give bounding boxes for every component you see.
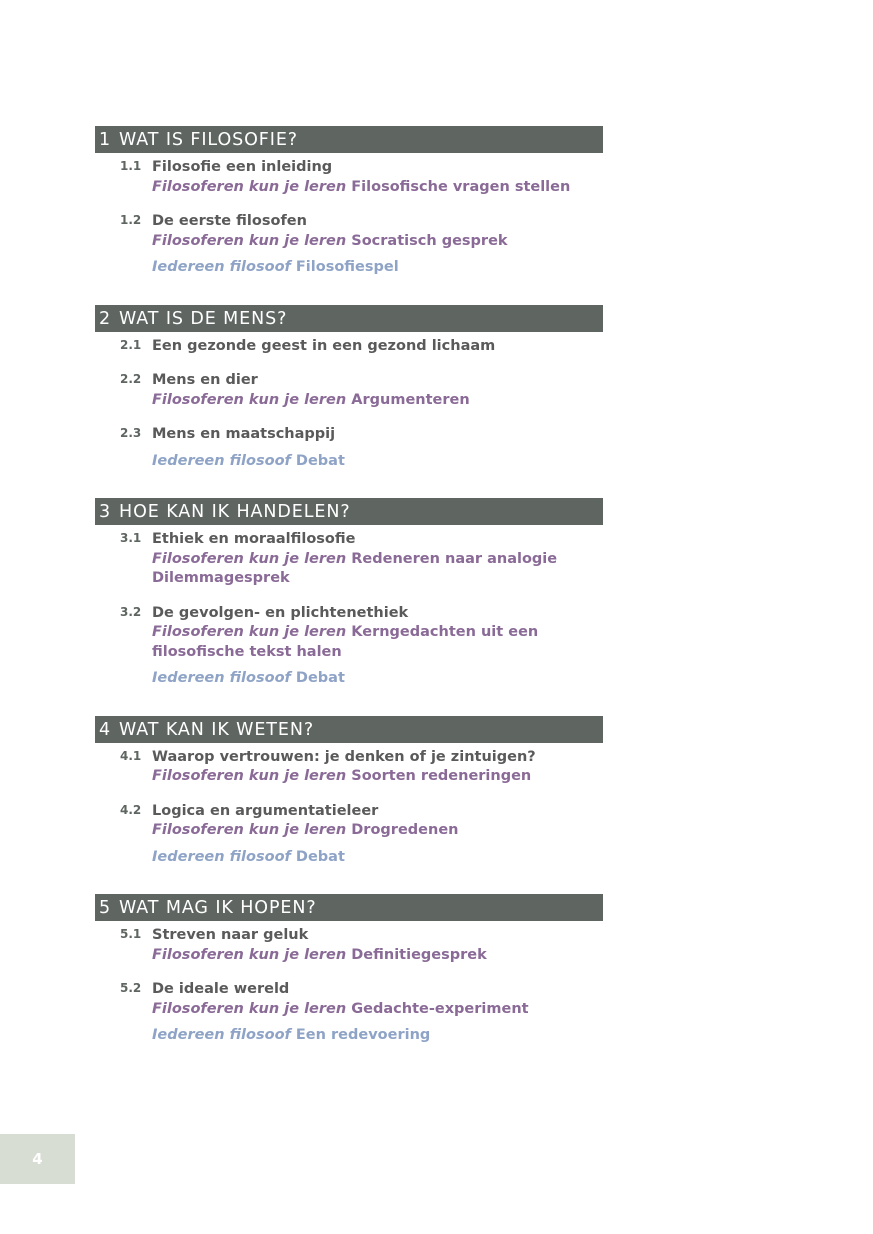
chapter-number: 5 [99, 898, 112, 918]
iedereen-filosoof-line [152, 258, 603, 278]
filosoferen-topic: Gedachte-experiment [351, 1000, 529, 1017]
section-title: De ideale wereld [152, 981, 290, 997]
section-entry [95, 748, 603, 787]
section-entry [95, 530, 603, 589]
section-entry [95, 802, 603, 868]
chapter-number: 4 [99, 719, 112, 740]
filosoferen-line [152, 550, 603, 570]
section-number: 5.2 [120, 981, 142, 995]
section-number: 2.1 [120, 337, 142, 352]
chapter-heading [95, 498, 603, 525]
section-title: De gevolgen- en plichtenethiek [152, 604, 409, 621]
filosoferen-line [152, 391, 603, 411]
section-number: 3.2 [120, 604, 142, 619]
filosoferen-line [152, 946, 603, 966]
filosoferen-topic: Socratisch gesprek [351, 232, 508, 249]
filosoferen-line [152, 178, 603, 198]
section-title: De eerste filosofen [152, 213, 307, 229]
chapter-number: 3 [99, 502, 112, 522]
chapter-number: 1 [99, 130, 112, 150]
chapter-number: 2 [99, 308, 112, 329]
filosoferen-label: Filosoferen kun je leren [152, 232, 347, 249]
iedereen-filosoof-label: Iedereen filosoof [152, 670, 291, 686]
page-number-box [0, 1134, 75, 1184]
chapter-title: HOE KAN IK HANDELEN? [119, 502, 351, 522]
chapter-heading [95, 894, 603, 921]
section-title: Mens en maatschappij [152, 426, 336, 442]
iedereen-filosoof-activity: Filosofiespel [295, 259, 399, 275]
chapter [95, 498, 603, 689]
chapter-title: WAT IS DE MENS? [119, 308, 288, 329]
filosoferen-label: Filosoferen kun je leren [152, 624, 347, 640]
section-entry [95, 337, 603, 357]
section-entry [95, 604, 603, 689]
chapter-title: WAT MAG IK HOPEN? [119, 898, 317, 918]
section-entry [95, 212, 603, 278]
iedereen-filosoof-label: Iedereen filosoof [152, 259, 291, 275]
filosoferen-topic-continued: Dilemmagesprek [152, 570, 290, 586]
filosoferen-label: Filosoferen kun je leren [152, 946, 347, 963]
filosoferen-topic: Redeneren naar analogie [351, 550, 558, 567]
chapter [95, 126, 603, 278]
iedereen-filosoof-line [152, 669, 603, 689]
section-number: 5.1 [120, 927, 142, 941]
section-number: 1.2 [120, 213, 142, 227]
chapter [95, 894, 603, 1046]
chapter-heading [95, 716, 603, 743]
section-list [95, 332, 603, 472]
section-list [95, 743, 603, 868]
section-list [95, 921, 603, 1046]
iedereen-filosoof-activity: Debat [295, 452, 345, 469]
filosoferen-topic: Argumenteren [351, 391, 470, 408]
iedereen-filosoof-label: Iedereen filosoof [152, 848, 291, 865]
filosoferen-line [152, 821, 603, 841]
filosoferen-label: Filosoferen kun je leren [152, 391, 347, 408]
filosoferen-line [152, 1000, 603, 1020]
filosoferen-label: Filosoferen kun je leren [152, 768, 347, 784]
chapter [95, 305, 603, 472]
chapter [95, 716, 603, 868]
iedereen-filosoof-line [152, 848, 603, 868]
chapter-heading [95, 305, 603, 332]
filosoferen-label: Filosoferen kun je leren [152, 1000, 347, 1017]
filosoferen-line [152, 767, 603, 787]
chapter-title: WAT IS FILOSOFIE? [119, 130, 298, 150]
section-entry [95, 980, 603, 1046]
section-title: Een gezonde geest in een gezond lichaam [152, 337, 496, 354]
page-number: 4 [32, 1150, 43, 1168]
iedereen-filosoof-label: Iedereen filosoof [152, 1027, 291, 1043]
section-title: Filosofie een inleiding [152, 159, 333, 175]
section-title: Mens en dier [152, 372, 258, 388]
section-entry [95, 158, 603, 197]
filosoferen-topic: Soorten redeneringen [351, 768, 532, 784]
filosoferen-topic: Filosofische vragen stellen [351, 178, 571, 195]
section-number: 4.1 [120, 748, 142, 763]
section-number: 2.2 [120, 372, 142, 386]
iedereen-filosoof-activity: Debat [295, 670, 345, 686]
section-list [95, 153, 603, 278]
section-title: Waarop vertrouwen: je denken of je zintuigen? [152, 748, 536, 765]
section-entry [95, 425, 603, 471]
filosoferen-line [152, 623, 603, 643]
iedereen-filosoof-line [152, 1026, 603, 1046]
section-entry [95, 371, 603, 410]
table-of-contents [95, 126, 603, 1073]
filosoferen-label: Filosoferen kun je leren [152, 822, 347, 838]
section-title: Streven naar geluk [152, 927, 309, 943]
section-title: Ethiek en moraalfilosofie [152, 531, 356, 547]
filosoferen-topic: Definitiegesprek [351, 946, 487, 963]
filosoferen-line [152, 232, 603, 252]
section-number: 4.2 [120, 802, 142, 817]
section-number: 3.1 [120, 531, 142, 545]
section-number: 2.3 [120, 426, 142, 440]
iedereen-filosoof-label: Iedereen filosoof [152, 452, 291, 469]
iedereen-filosoof-activity: Debat [295, 848, 345, 865]
iedereen-filosoof-line [152, 452, 603, 472]
filosoferen-label: Filosoferen kun je leren [152, 550, 347, 567]
section-title: Logica en argumentatieleer [152, 802, 379, 819]
filosoferen-label: Filosoferen kun je leren [152, 178, 347, 195]
chapter-title: WAT KAN IK WETEN? [119, 719, 315, 740]
chapter-heading [95, 126, 603, 153]
section-entry [95, 926, 603, 965]
section-list [95, 525, 603, 689]
iedereen-filosoof-activity: Een redevoering [295, 1027, 431, 1043]
section-number: 1.1 [120, 159, 142, 173]
filosoferen-topic: Drogredenen [351, 822, 459, 838]
filosoferen-topic-continued: filosofische tekst halen [152, 643, 342, 660]
filosoferen-topic: Kerngedachten uit een [351, 624, 539, 640]
